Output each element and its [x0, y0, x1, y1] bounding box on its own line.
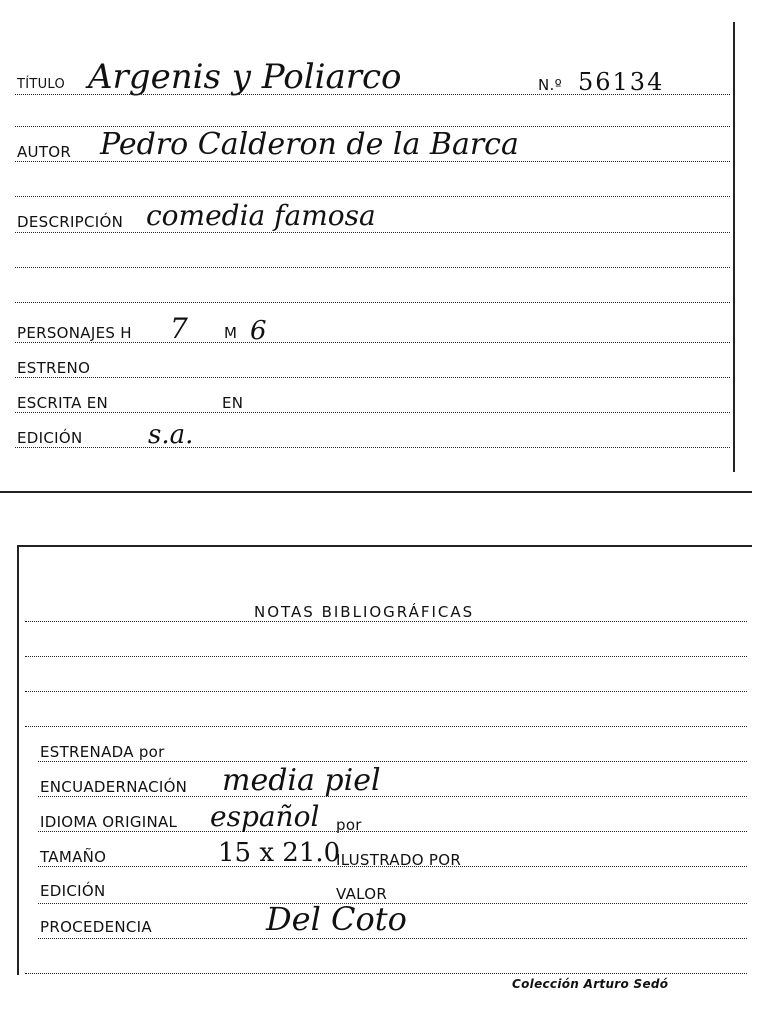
- tamano-value: 15 x 21.0: [218, 838, 341, 868]
- estrenada-rule: [38, 761, 747, 762]
- tamano-label: TAMAÑO: [40, 848, 107, 866]
- idioma-label: IDIOMA ORIGINAL: [40, 813, 178, 831]
- numero-label: N.º: [538, 76, 562, 94]
- escrita-rule: [15, 412, 730, 413]
- titulo-label: TÍTULO: [17, 77, 66, 92]
- notas-rule-4: [25, 726, 747, 727]
- notas-heading: NOTAS BIBLIOGRÁFICAS: [254, 603, 475, 621]
- edicion-value: s.a.: [148, 420, 194, 450]
- personajes-rule: [15, 342, 730, 343]
- notas-rule-2: [25, 656, 747, 657]
- personajes-h-value: 7: [170, 312, 188, 345]
- escrita-en-label: ESCRITA EN: [17, 394, 109, 412]
- card1-right-edge: [733, 22, 735, 472]
- procedencia-rule: [38, 938, 747, 939]
- descripcion-rule-2: [15, 267, 730, 268]
- procedencia-label: PROCEDENCIA: [40, 918, 152, 936]
- estreno-rule: [15, 377, 730, 378]
- autor-rule-3: [15, 196, 730, 197]
- card2-top-edge: [17, 545, 752, 547]
- encuadernacion-label: ENCUADERNACIÓN: [40, 778, 188, 796]
- autor-label: AUTOR: [17, 143, 72, 161]
- descripcion-label: DESCRIPCIÓN: [17, 213, 124, 231]
- titulo-rule: [15, 94, 730, 95]
- idioma-rule: [38, 831, 747, 832]
- personajes-m-value: 6: [250, 316, 267, 346]
- edicion-rule: [15, 447, 730, 448]
- idioma-por-label: por: [336, 816, 362, 834]
- valor-label: VALOR: [336, 885, 388, 903]
- autor-value: Pedro Calderon de la Barca: [100, 127, 519, 162]
- autor-rule-1: [15, 126, 730, 127]
- tamano-rule: [38, 866, 747, 867]
- edicion2-label: EDICIÓN: [40, 882, 106, 900]
- estrenada-label: ESTRENADA por: [40, 743, 165, 761]
- idioma-value: español: [210, 800, 320, 833]
- procedencia-value: Del Coto: [266, 900, 407, 938]
- coleccion-footer: Colección Arturo Sedó: [512, 977, 669, 991]
- notas-rule-1: [25, 621, 747, 622]
- autor-rule-2: [15, 161, 730, 162]
- encuadernacion-rule: [38, 796, 747, 797]
- notas-rule-3: [25, 691, 747, 692]
- numero-value: 56134: [578, 68, 665, 96]
- edicion-label: EDICIÓN: [17, 429, 83, 447]
- ilustrado-label: ILUSTRADO POR: [336, 851, 462, 869]
- card2-bottom-rule: [25, 973, 747, 974]
- descripcion-value: comedia famosa: [146, 199, 376, 232]
- titulo-value: Argenis y Poliarco: [88, 57, 402, 97]
- card2-left-edge: [17, 545, 19, 975]
- descripcion-rule-3: [15, 302, 730, 303]
- personajes-label: PERSONAJES H: [17, 324, 132, 342]
- encuadernacion-value: media piel: [222, 763, 381, 798]
- estreno-label: ESTRENO: [17, 359, 91, 377]
- personajes-m-label: M: [224, 324, 238, 342]
- card1-bottom-edge: [0, 491, 752, 493]
- descripcion-rule-1: [15, 232, 730, 233]
- en-label: EN: [222, 394, 244, 412]
